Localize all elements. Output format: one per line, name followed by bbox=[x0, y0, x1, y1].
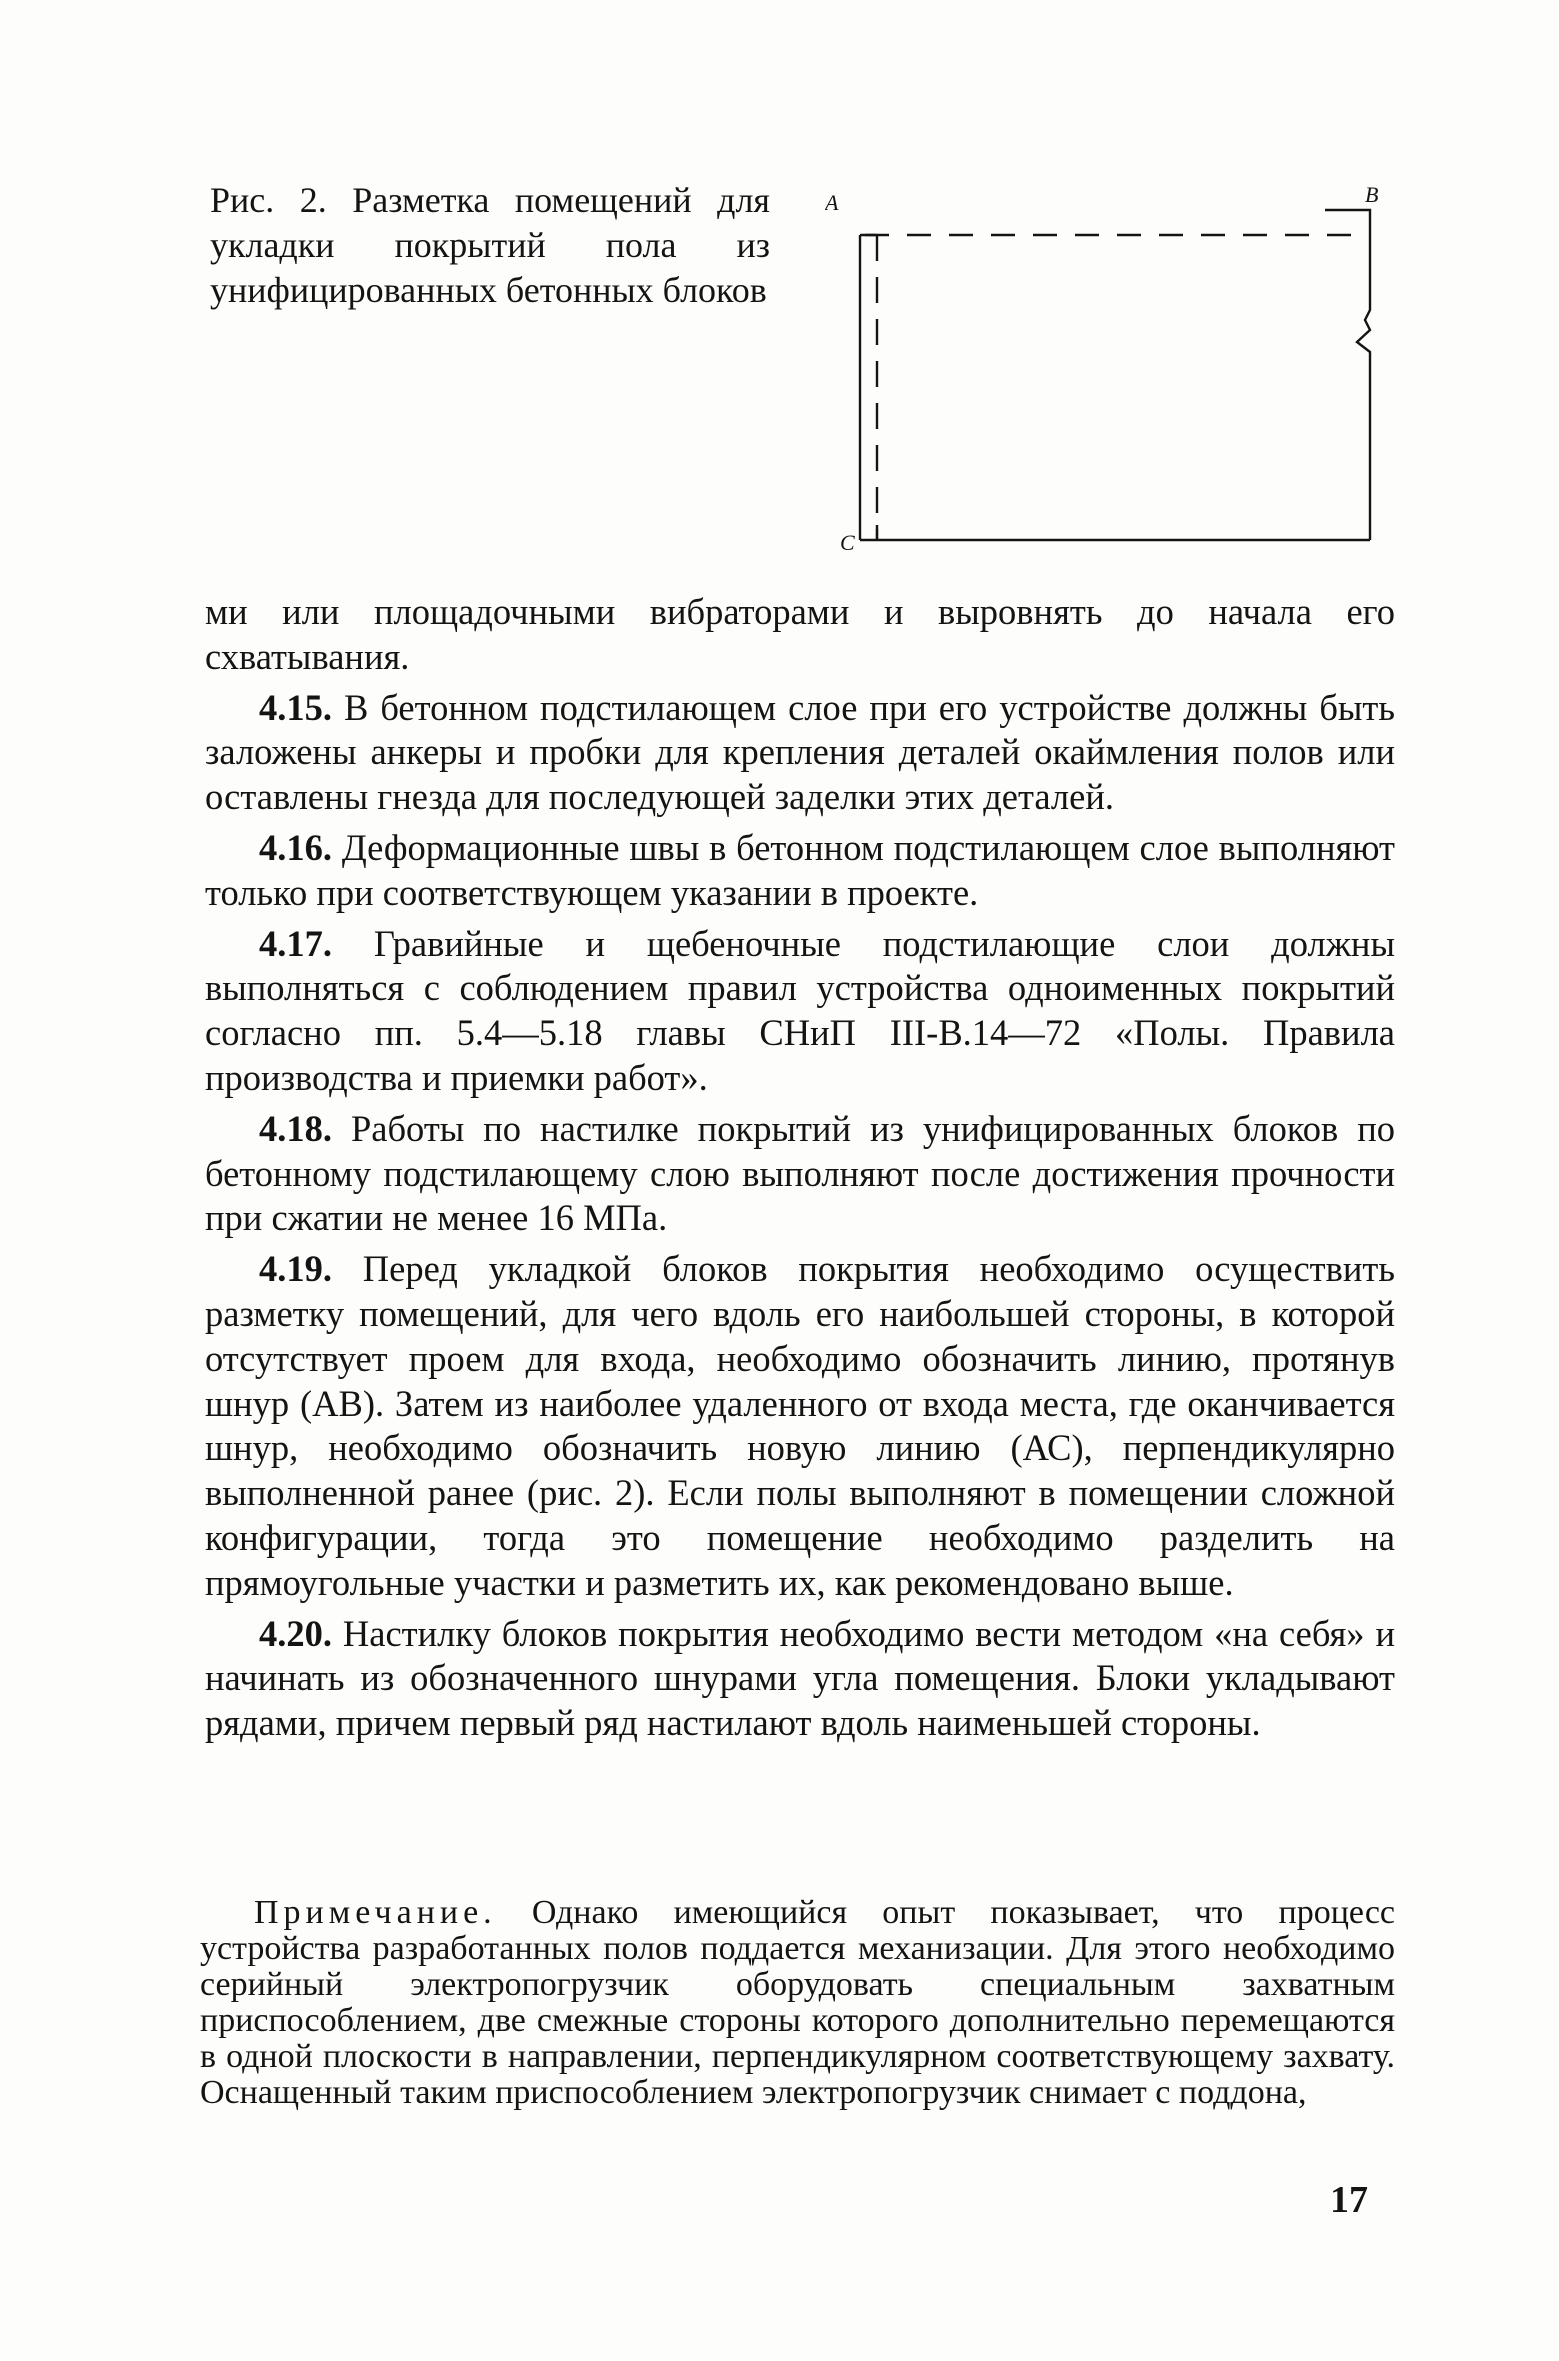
paragraph bbox=[205, 686, 1395, 820]
wall-right bbox=[1325, 210, 1370, 540]
note bbox=[200, 1895, 1395, 2111]
main-text bbox=[205, 590, 1395, 1752]
label-b: В bbox=[1365, 182, 1379, 207]
clause-number: 4.17. bbox=[259, 922, 332, 964]
label-a: А bbox=[825, 190, 839, 215]
paragraph bbox=[205, 922, 1395, 1101]
clause-number: 4.18. bbox=[259, 1107, 332, 1149]
clause-number: 4.16. bbox=[259, 826, 332, 868]
paragraph bbox=[205, 826, 1395, 916]
figure-caption: Рис. 2. Разметка помещений для укладки покрытий пола из унифицированных бетонных блоков bbox=[210, 180, 770, 310]
paragraph bbox=[205, 590, 1395, 680]
note-label: Примечание. bbox=[254, 1894, 497, 1931]
note-text: Однако имеющийся опыт показывает, что процесс устройства разработанных полов поддается механизации. Для этого необходимо серийный электропогрузчик оборудовать специальным захватным приспособлением, две смежные стороны которого дополнительно перемещаются в одной плоскости в направлении, перпендикулярном соответствующему захвату. Оснащенный таким приспособлением электропогрузчик снимает с поддона, bbox=[200, 1894, 1396, 2111]
paragraph bbox=[205, 1247, 1395, 1605]
note-paragraph bbox=[200, 1895, 1395, 2111]
clause-number: 4.20. bbox=[259, 1612, 332, 1654]
paragraph bbox=[205, 1612, 1395, 1746]
paragraph bbox=[205, 1107, 1395, 1241]
paragraph-text: ми или площадочными вибраторами и выровнять до начала его схватывания. bbox=[205, 591, 1395, 677]
paragraph-text: Настилку блоков покрытия необходимо вести методом «на себя» и начинать из обозначенного шнурами угла помещения. Блоки укладывают рядами, причем первый ряд настилают вдоль наименьшей стороны. bbox=[205, 1612, 1395, 1744]
clause-number: 4.15. bbox=[259, 686, 332, 728]
paragraph-text: В бетонном подстилающем слое при его устройстве должны быть заложены анкеры и пробки для крепления деталей окаймления полов или оставлены гнезда для последующей заделки этих деталей. bbox=[205, 686, 1396, 818]
paragraph-text: Гравийные и щебеночные подстилающие слои должны выполняться с соблюдением правил устройства одноименных покрытий согласно пп. 5.4—5.18 главы СНиП III-В.14—72 «Полы. Правила производства и приемки работ». bbox=[205, 922, 1395, 1098]
paragraph-text: Работы по настилке покрытий из унифицированных блоков по бетонному подстилающему слою выполняют после достижения прочности при сжатии не менее 16 МПа. bbox=[205, 1107, 1395, 1239]
paragraph-text: Деформационные швы в бетонном подстилающем слое выполняют только при соответствующем указании в проекте. bbox=[205, 826, 1396, 913]
paragraph-text: Перед укладкой блоков покрытия необходимо осуществить разметку помещений, для чего вдоль его наибольшей стороны, в которой отсутствует проем для входа, необходимо обозначить линию, протянув шнур (АВ). Затем из наиболее удаленного от входа места, где оканчивается шнур, необходимо обозначить новую линию (АС), перпендикулярно выполненной ранее (рис. 2). Если полы выполняют в помещении сложной конфигурации, тогда это помещение необходимо разделить на прямоугольные участки и разметить их, как рекомендовано выше. bbox=[205, 1248, 1395, 1603]
clause-number: 4.19. bbox=[259, 1248, 332, 1290]
page-number: 17 bbox=[1330, 2179, 1368, 2221]
label-c: С bbox=[840, 530, 855, 555]
room-layout-diagram bbox=[825, 180, 1385, 560]
